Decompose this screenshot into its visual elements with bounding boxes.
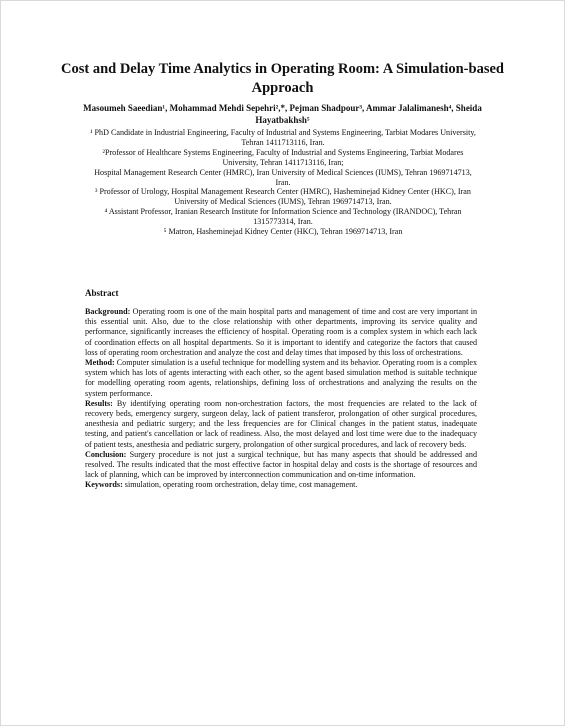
- paper-title: Cost and Delay Time Analytics in Operating Room: A Simulation-based Approach: [61, 61, 504, 96]
- affiliation-3: ³ Professor of Urology, Hospital Management Research Center (HMRC), Hasheminejad Kidney Center (HKC), Iran University of Medical Sciences (IUMS), Tehran 1969714713, Iran.: [95, 187, 471, 207]
- keywords-text: simulation, operating room orchestration, delay time, cost management.: [122, 480, 358, 490]
- method-text: Computer simulation is a useful technique for modelling system and its behavior. Operating room is a complex system which has lots of agents interacting with each other, so the agent based simulation method is suitable technique for modelling operating room agents, relationships, defining loss of orchestrations and analyzing the results on the system performance.: [85, 358, 477, 398]
- affiliation-5: ⁵ Matron, Hasheminejad Kidney Center (HKC), Tehran 1969714713, Iran: [163, 227, 403, 237]
- abstract-results: [85, 399, 477, 450]
- affiliation-4: ⁴ Assistant Professor, Iranian Research Institute for Information Science and Technology (IRANDOC), Tehran 1315773314, Iran.: [104, 207, 462, 227]
- results-text: By identifying operating room non-orchestration factors, the most frequencies are related to the lack of recovery beds, emergency surgery, surgeon delay, lack of patient transferor, prolongation of other surgical procedures, anesthesia and pediatric surgery; and the less frequencies are for Clinical changes in the patient status, inadequate testing, and patient's cancellation or lack of readiness. Also, the most delayed and lost time were due to the inadequacy of patient tests, anesthesia and pediatric surgery, prolongation of other surgical procedures, and lack of recovery beds.: [85, 398, 477, 449]
- conclusion-label: Conclusion:: [85, 449, 127, 459]
- abstract-conclusion: [85, 450, 477, 481]
- affiliation-2: ²Professor of Healthcare Systems Engineering, Faculty of Industrial and Systems Engineering, Tarbiat Modares University, Tehran 1411713116, Iran;: [102, 147, 464, 167]
- keywords-label: Keywords:: [85, 480, 123, 490]
- affiliation-list: [88, 128, 478, 237]
- background-label: Background:: [85, 307, 131, 316]
- abstract-keywords: [85, 480, 477, 490]
- background-text: Operating room is one of the main hospital parts and management of time and cost are very important in this essential unit. Also, due to the close relationship with other departments, improving its service quality and performance, significantly increases the efficiency of hospital. Operating room is a complex system in which each lack of coordination effects on all hospital departments. So it is important to identify and categorize the factors that caused loss of operating room orchestration and analyze the cost and delay times that imposed by this loss of orchestrations.: [85, 307, 477, 357]
- abstract-heading: Abstract: [85, 288, 119, 298]
- conclusion-text: Surgery procedure is not just a surgical technique, but has many aspects that should be addressed and resolved. The results indicated that the most effective factor in hospital delay and costs is the shortage of resources and lack of planning, which can be improved by interconnection communication and on-time information.: [85, 449, 477, 480]
- author-list: Masoumeh Saeedian¹, Mohammad Mehdi Sepehri²,*, Pejman Shadpour³, Ammar Jalalimanesh⁴, Sheida Hayatbakhsh⁵: [83, 103, 482, 125]
- method-label: Method:: [85, 358, 115, 368]
- affiliation-1: ¹ PhD Candidate in Industrial Engineering, Faculty of Industrial and Systems Engineering, Tarbiat Modares University, Tehran 1411713116, Iran.: [90, 128, 476, 147]
- affiliation-2b: Hospital Management Research Center (HMRC), Iran University of Medical Sciences (IUMS), Tehran 1969714713, Iran.: [94, 167, 472, 187]
- abstract-method: [85, 358, 477, 399]
- results-label: Results:: [85, 398, 113, 408]
- abstract-body: [85, 307, 477, 491]
- abstract-background: [85, 307, 477, 358]
